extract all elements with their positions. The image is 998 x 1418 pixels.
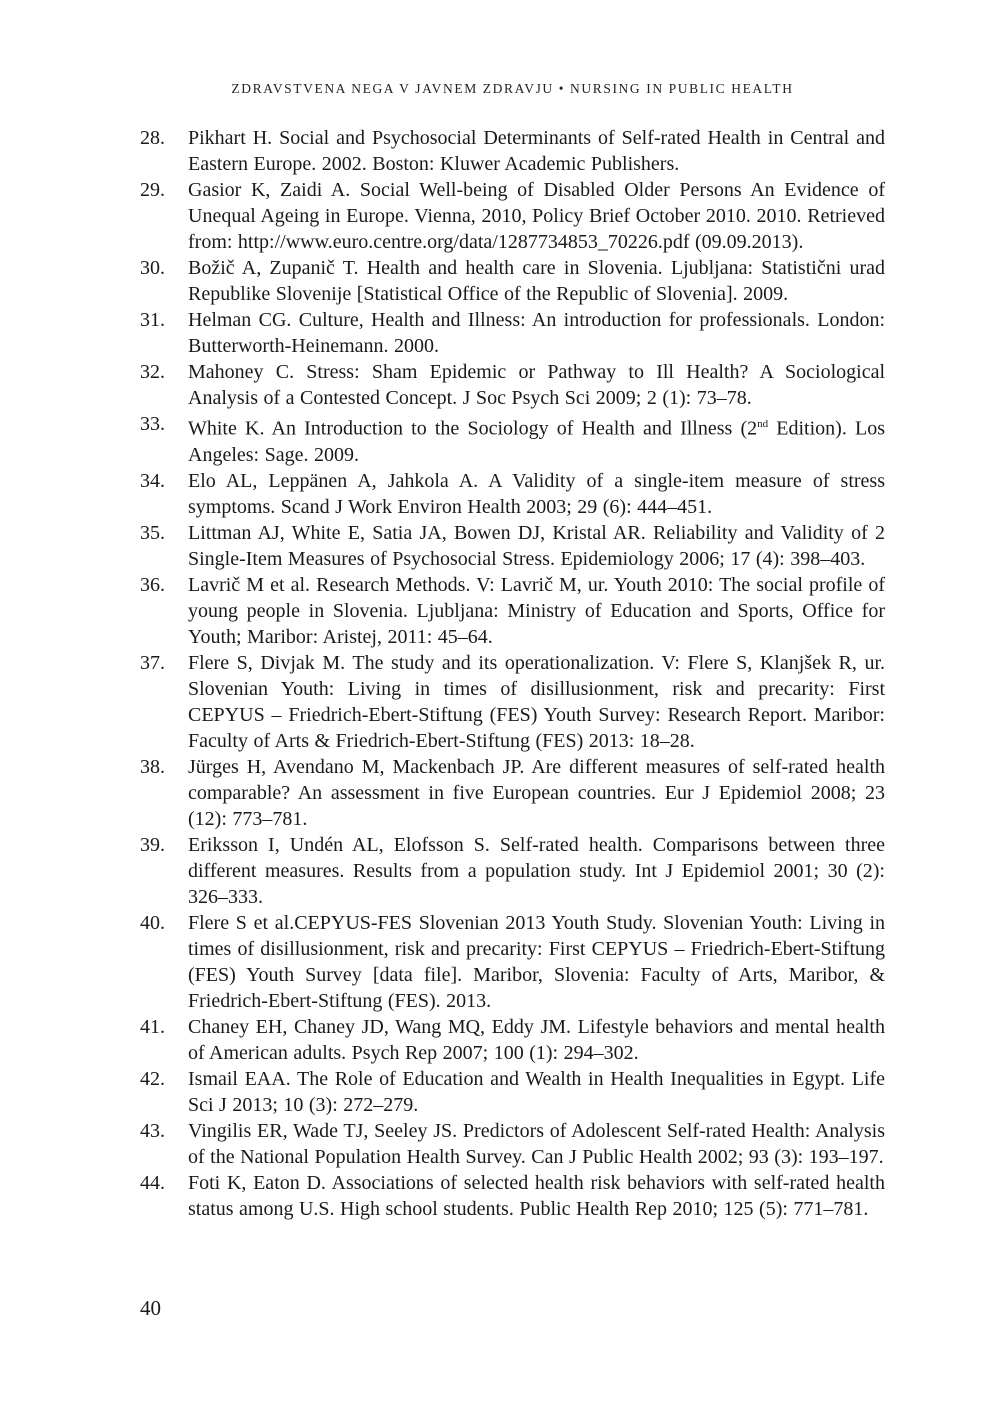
reference-number: 42. [140,1067,165,1090]
reference-number: 39. [140,833,165,856]
reference-number: 36. [140,573,165,596]
reference-item [140,307,885,359]
reference-text-part: Edition). Los Angeles: Sage. 2009. [188,417,885,466]
reference-number: 32. [140,361,165,383]
reference-text: Flere S et al.CEPYUS-FES Slovenian 2013 Youth Study. Slovenian Youth: Living in times of disillusionment, risk and precarity: First CEPYUS – Friedrich-Ebert-Stiftung (FES) Youth Survey [data file]. Maribor, Slovenia: Faculty of Arts, Maribor, & Friedrich-Ebert-Stiftung (FES). 2013. [188,911,885,1012]
reference-text: Mahoney C. Stress: Sham Epidemic or Pathway to Ill Health? A Sociological Analysis of a Contested Concept. J Soc Psych Sci 2009; 2 (1): 73–78. [188,361,885,409]
reference-number: 34. [140,469,165,492]
reference-number: 33. [140,413,165,435]
reference-text: Littman AJ, White E, Satia JA, Bowen DJ, Kristal AR. Reliability and Validity of 2 Single-Item Measures of Psychosocial Stress. Epidemiology 2006; 17 (4): 398–403. [188,521,885,570]
reference-number: 43. [140,1119,165,1142]
reference-item [140,572,885,650]
reference-text: Lavrič M et al. Research Methods. V: Lavrič M, ur. Youth 2010: The social profile of young people in Slovenia. Ljubljana: Ministry of Education and Sports, Office for Youth; Maribor: Aristej, 2011: 45–64. [188,573,885,648]
reference-item [140,1066,885,1118]
reference-item [140,1170,885,1222]
reference-item [140,520,885,572]
reference-item [140,650,885,754]
reference-item [140,411,885,468]
reference-text: Gasior K, Zaidi A. Social Well-being of Disabled Older Persons An Evidence of Unequal Ageing in Europe. Vienna, 2010, Policy Brief October 2010. 2010. Retrieved from: http://www.euro.centre.org/data/1287734853_70226.pdf (09.09.2013). [188,179,885,253]
reference-number: 29. [140,179,165,201]
reference-text: Božič A, Zupanič T. Health and health care in Slovenia. Ljubljana: Statistični urad Republike Slovenije [Statistical Office of the Republic of Slovenia]. 2009. [188,257,885,305]
page-number: 40 [140,1296,161,1320]
reference-text: Chaney EH, Chaney JD, Wang MQ, Eddy JM. Lifestyle behaviors and mental health of American adults. Psych Rep 2007; 100 (1): 294–302. [188,1015,885,1064]
superscript-ordinal: nd [757,418,769,430]
reference-number: 37. [140,651,165,674]
reference-item [140,832,885,910]
reference-text: Elo AL, Leppänen A, Jahkola A. A Validity of a single-item measure of stress symptoms. Scand J Work Environ Health 2003; 29 (6): 444–451. [188,469,885,518]
reference-number: 41. [140,1015,165,1038]
reference-text [188,411,885,468]
reference-number: 40. [140,911,165,934]
reference-number: 30. [140,257,165,279]
reference-item [140,177,885,255]
running-header: ZDRAVSTVENA NEGA V JAVNEM ZDRAVJU • NURSING IN PUBLIC HEALTH [231,81,794,96]
reference-number: 31. [140,309,165,331]
reference-item [140,910,885,1014]
reference-item [140,125,885,177]
reference-number: 38. [140,755,165,778]
reference-text: Flere S, Divjak M. The study and its operationalization. V: Flere S, Klanjšek R, ur. Slovenian Youth: Living in times of disillusionment, risk and precarity: First CEPYUS – Friedrich-Ebert-Stiftung (FES) Youth Survey: Research Report. Maribor: Faculty of Arts & Friedrich-Ebert-Stiftung (FES) 2013: 18–28. [188,651,885,752]
reference-text: Vingilis ER, Wade TJ, Seeley JS. Predictors of Adolescent Self-rated Health: Analysis of the National Population Health Survey. Can J Public Health 2002; 93 (3): 193–197. [188,1119,885,1168]
reference-list [140,125,885,1222]
reference-item [140,754,885,832]
reference-item [140,255,885,307]
reference-text: Foti K, Eaton D. Associations of selected health risk behaviors with self-rated health status among U.S. High school students. Public Health Rep 2010; 125 (5): 771–781. [188,1171,885,1220]
reference-text-part: White K. An Introduction to the Sociology of Health and Illness (2 [188,417,758,440]
reference-number: 44. [140,1171,165,1194]
reference-item [140,359,885,411]
reference-text: Ismail EAA. The Role of Education and Wealth in Health Inequalities in Egypt. Life Sci J 2013; 10 (3): 272–279. [188,1067,885,1116]
reference-item [140,1014,885,1066]
reference-item [140,468,885,520]
reference-number: 35. [140,521,165,544]
reference-text: Eriksson I, Undén AL, Elofsson S. Self-rated health. Comparisons between three different measures. Results from a population study. Int J Epidemiol 2001; 30 (2): 326–333. [188,833,885,908]
reference-number: 28. [140,127,165,149]
reference-text: Helman CG. Culture, Health and Illness: An introduction for professionals. London: Butterworth-Heinemann. 2000. [188,309,885,357]
reference-text: Jürges H, Avendano M, Mackenbach JP. Are different measures of self-rated health comparable? An assessment in five European countries. Eur J Epidemiol 2008; 23 (12): 773–781. [188,755,885,830]
reference-text: Pikhart H. Social and Psychosocial Determinants of Self-rated Health in Central and Eastern Europe. 2002. Boston: Kluwer Academic Publishers. [188,127,885,175]
reference-item [140,1118,885,1170]
